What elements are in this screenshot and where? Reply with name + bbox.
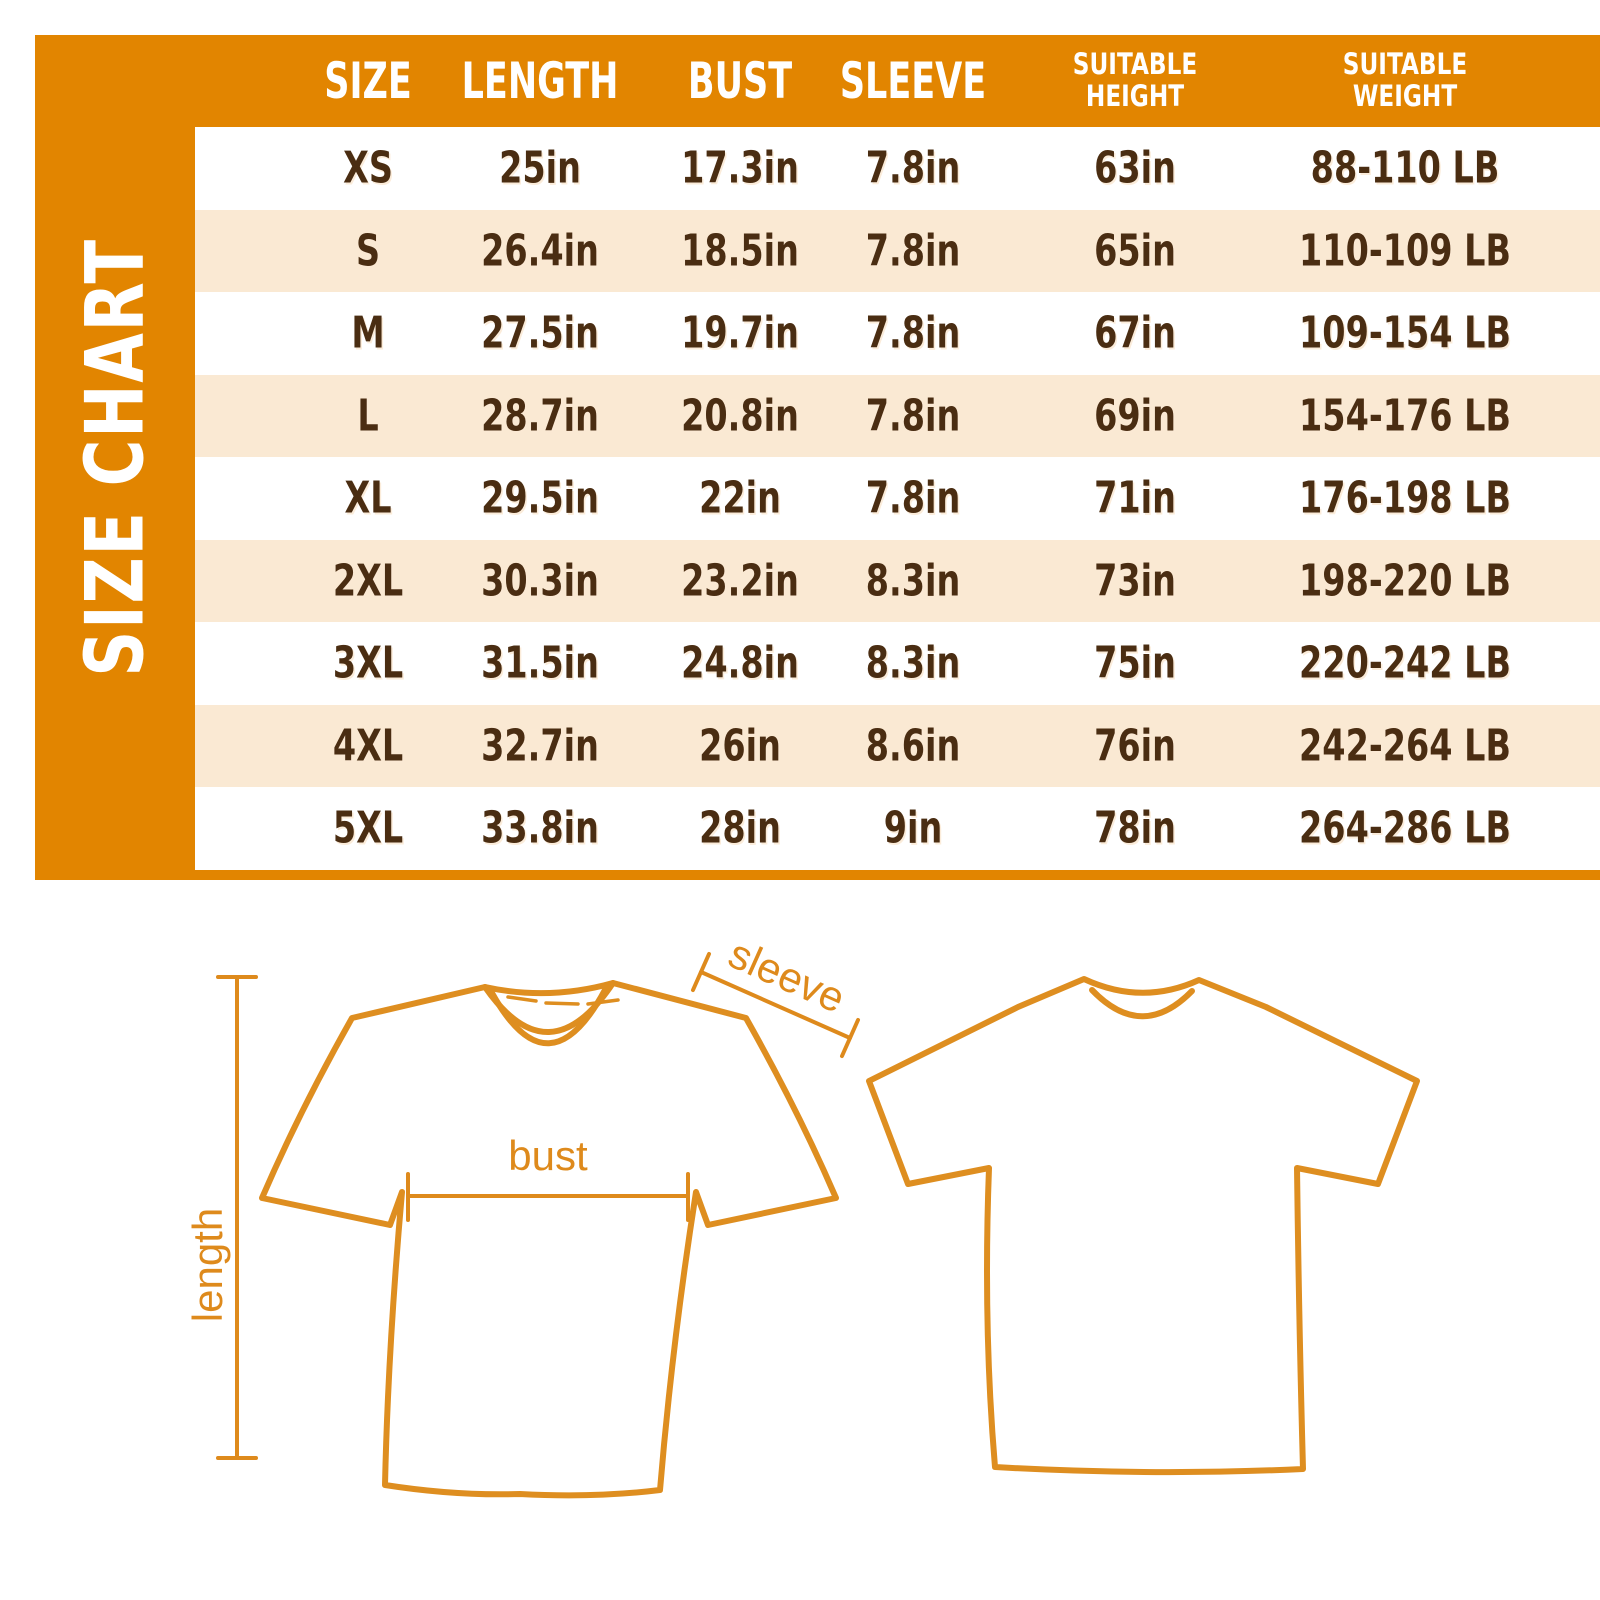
length-cell: 31.5in: [481, 637, 599, 689]
sleeve-cell: 8.6in: [865, 720, 961, 772]
height-cell: 76in: [1094, 720, 1176, 772]
height-cell: 69in: [1094, 390, 1176, 442]
table-row-4xl: [195, 705, 1600, 788]
size-cell: L: [357, 390, 379, 442]
weight-cell: 242-264 LB: [1299, 720, 1511, 772]
table-row-xs: [195, 127, 1600, 210]
weight-cell: 88-110 LB: [1310, 142, 1500, 194]
height-cell: 75in: [1094, 637, 1176, 689]
size-cell: XL: [344, 472, 392, 524]
size-cell: M: [351, 307, 385, 359]
bust-label: bust: [508, 1132, 588, 1179]
sleeve-cell: 7.8in: [865, 307, 961, 359]
column-header-suitable-weight: SUITABLE WEIGHT: [1342, 47, 1468, 113]
column-header-sleeve: SLEEVE: [839, 52, 987, 110]
table-bottom-border: [195, 870, 1600, 880]
bust-cell: 24.8in: [681, 637, 799, 689]
bust-cell: 19.7in: [681, 307, 799, 359]
table-row-s: [195, 210, 1600, 293]
bust-cell: 20.8in: [681, 390, 799, 442]
bust-cell: 26in: [699, 720, 781, 772]
tshirt-front-icon: [262, 983, 836, 1495]
column-header-length: LENGTH: [461, 52, 619, 110]
length-cell: 30.3in: [481, 555, 599, 607]
table-body: [195, 127, 1600, 870]
size-table: [35, 35, 1600, 880]
sleeve-cell: 7.8in: [865, 225, 961, 277]
weight-cell: 264-286 LB: [1299, 802, 1511, 854]
bust-cell: 22in: [699, 472, 781, 524]
size-cell: 2XL: [332, 555, 404, 607]
column-header-size: SIZE: [324, 52, 412, 110]
size-cell: 5XL: [332, 802, 404, 854]
sleeve-cell: 9in: [883, 802, 943, 854]
column-header-suitable-height: SUITABLE HEIGHT: [1072, 47, 1198, 113]
length-cell: 25in: [499, 142, 581, 194]
tshirt-back-icon: [869, 979, 1417, 1472]
column-header-bust: BUST: [687, 52, 793, 110]
length-cell: 33.8in: [481, 802, 599, 854]
height-cell: 67in: [1094, 307, 1176, 359]
size-cell: XS: [343, 142, 393, 194]
length-cell: 29.5in: [481, 472, 599, 524]
height-cell: 63in: [1094, 142, 1176, 194]
table-row-3xl: [195, 622, 1600, 705]
sleeve-label: sleeve: [722, 930, 853, 1022]
length-cell: 26.4in: [481, 225, 599, 277]
sleeve-cell: 8.3in: [865, 555, 961, 607]
weight-cell: 198-220 LB: [1299, 555, 1511, 607]
bust-cell: 28in: [699, 802, 781, 854]
bust-cell: 17.3in: [681, 142, 799, 194]
sleeve-cell: 7.8in: [865, 390, 961, 442]
height-cell: 78in: [1094, 802, 1176, 854]
bust-cell: 23.2in: [681, 555, 799, 607]
height-cell: 65in: [1094, 225, 1176, 277]
table-row-m: [195, 292, 1600, 375]
length-cell: 28.7in: [481, 390, 599, 442]
tshirt-measurement-diagram: [0, 930, 1600, 1600]
weight-cell: 220-242 LB: [1299, 637, 1511, 689]
weight-cell: 176-198 LB: [1299, 472, 1511, 524]
weight-cell: 109-154 LB: [1299, 307, 1511, 359]
length-label: length: [184, 1207, 231, 1323]
size-chart-title-band: [35, 35, 195, 880]
sleeve-cell: 7.8in: [865, 142, 961, 194]
bust-cell: 18.5in: [681, 225, 799, 277]
height-cell: 73in: [1094, 555, 1176, 607]
length-cell: 27.5in: [481, 307, 599, 359]
weight-cell: 154-176 LB: [1299, 390, 1511, 442]
tshirt-diagram-svg: [0, 930, 1600, 1600]
size-cell: 3XL: [332, 637, 404, 689]
height-cell: 71in: [1094, 472, 1176, 524]
weight-cell: 110-109 LB: [1299, 225, 1511, 277]
length-cell: 32.7in: [481, 720, 599, 772]
table-row-2xl: [195, 540, 1600, 623]
table-row-xl: [195, 457, 1600, 540]
table-header-row: [195, 35, 1600, 127]
page-title: SIZE CHART: [68, 238, 162, 677]
table-row-5xl: [195, 787, 1600, 870]
sleeve-cell: 8.3in: [865, 637, 961, 689]
size-cell: S: [355, 225, 381, 277]
sleeve-cell: 7.8in: [865, 472, 961, 524]
table-row-l: [195, 375, 1600, 458]
size-cell: 4XL: [332, 720, 404, 772]
